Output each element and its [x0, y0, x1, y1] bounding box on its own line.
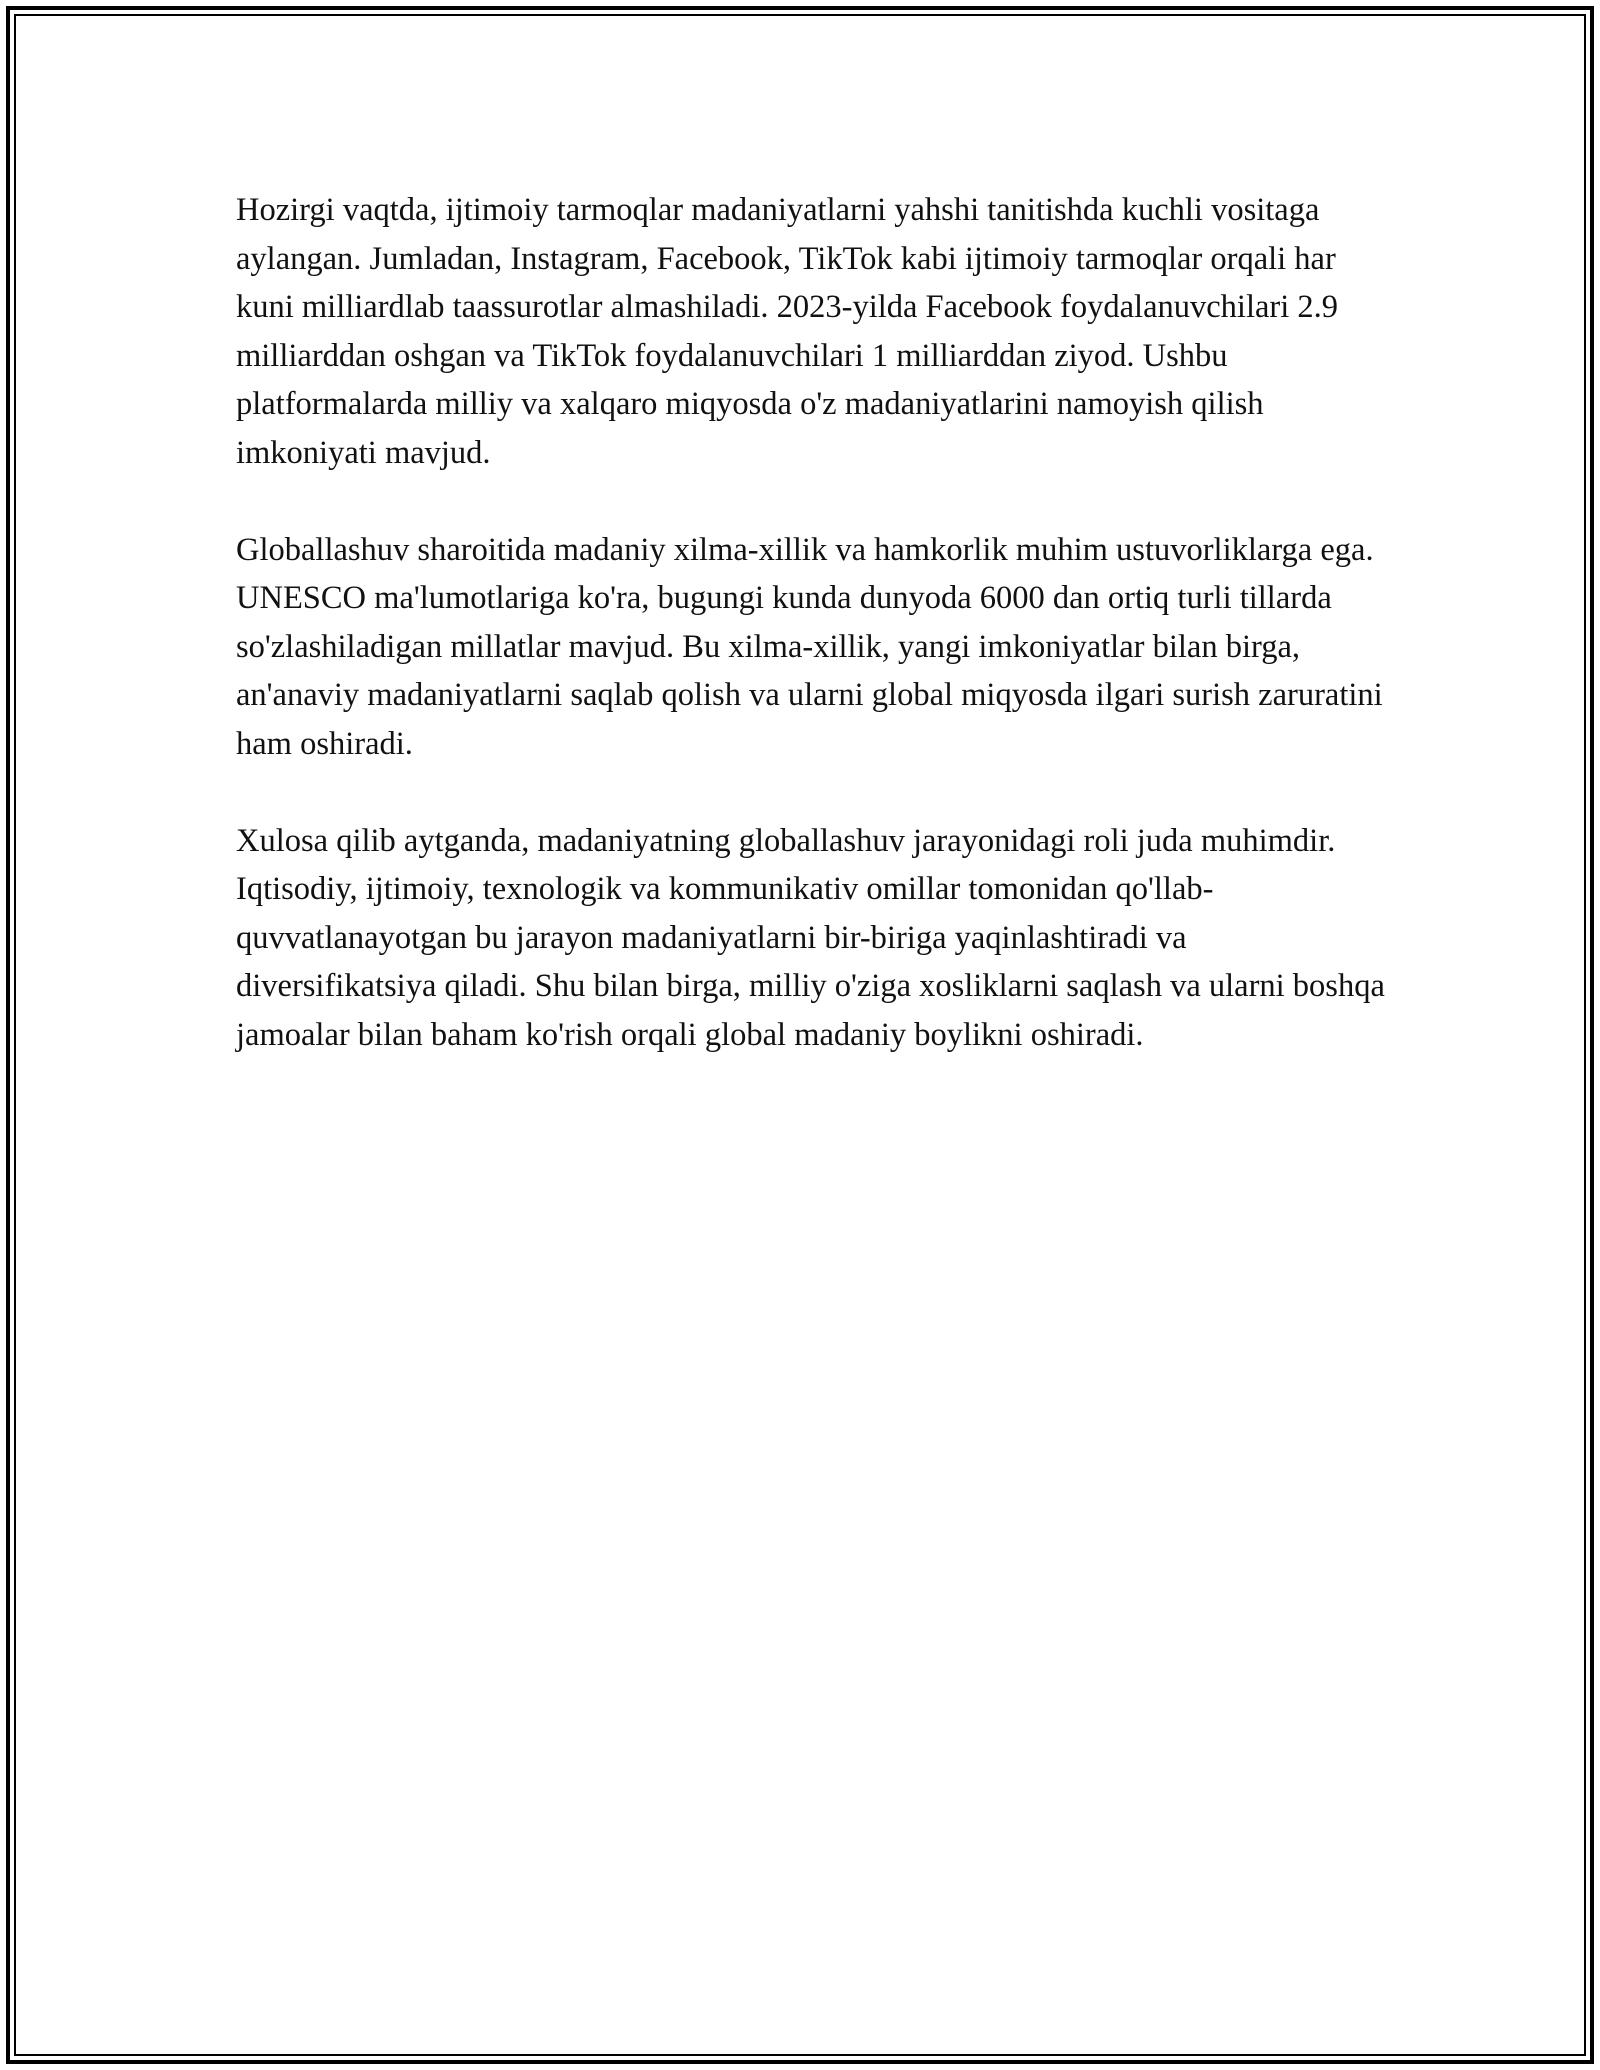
document-body — [236, 186, 1386, 1108]
paragraph-conclusion: Xulosa qilib aytganda, madaniyatning globallashuv jarayonidagi roli juda muhimdir. Iqtisodiy, ijtimoiy, texnologik va kommunikativ omillar tomonidan qo'llab-quvvatlanayotgan bu jarayon madaniyatlarni bir-biriga yaqinlashtiradi va diversifikatsiya qiladi. Shu bilan birga, milliy o'ziga xosliklarni saqlash va ularni boshqa jamoalar bilan baham ko'rish orqali global madaniy boylikni oshiradi. — [236, 822, 1385, 1053]
paragraph-social-media: Hozirgi vaqtda, ijtimoiy tarmoqlar madaniyatlarni yahshi tanitishda kuchli vositaga aylangan. Jumladan, Instagram, Facebook, TikTok kabi ijtimoiy tarmoqlar orqali har kuni milliardlab taassurotlar almashiladi. 2023-yilda Facebook foydalanuvchilari 2.9 milliarddan oshgan va TikTok foydalanuvchilari 1 milliarddan ziyod. Ushbu platformalarda milliy va xalqaro miqyosda o'z madaniyatlarini namoyish qilish imkoniyati mavjud. — [236, 192, 1339, 471]
paragraph-cultural-diversity: Globallashuv sharoitida madaniy xilma-xillik va hamkorlik muhim ustuvorliklarga ega. UNESCO ma'lumotlariga ko'ra, bugungi kunda dunyoda 6000 dan ortiq turli tillarda so'zlashiladigan millatlar mavjud. Bu xilma-xillik, yangi imkoniyatlar bilan birga, an'anaviy madaniyatlarni saqlab qolish va ularni global miqyosda ilgari surish zaruratini ham oshiradi. — [236, 531, 1383, 762]
